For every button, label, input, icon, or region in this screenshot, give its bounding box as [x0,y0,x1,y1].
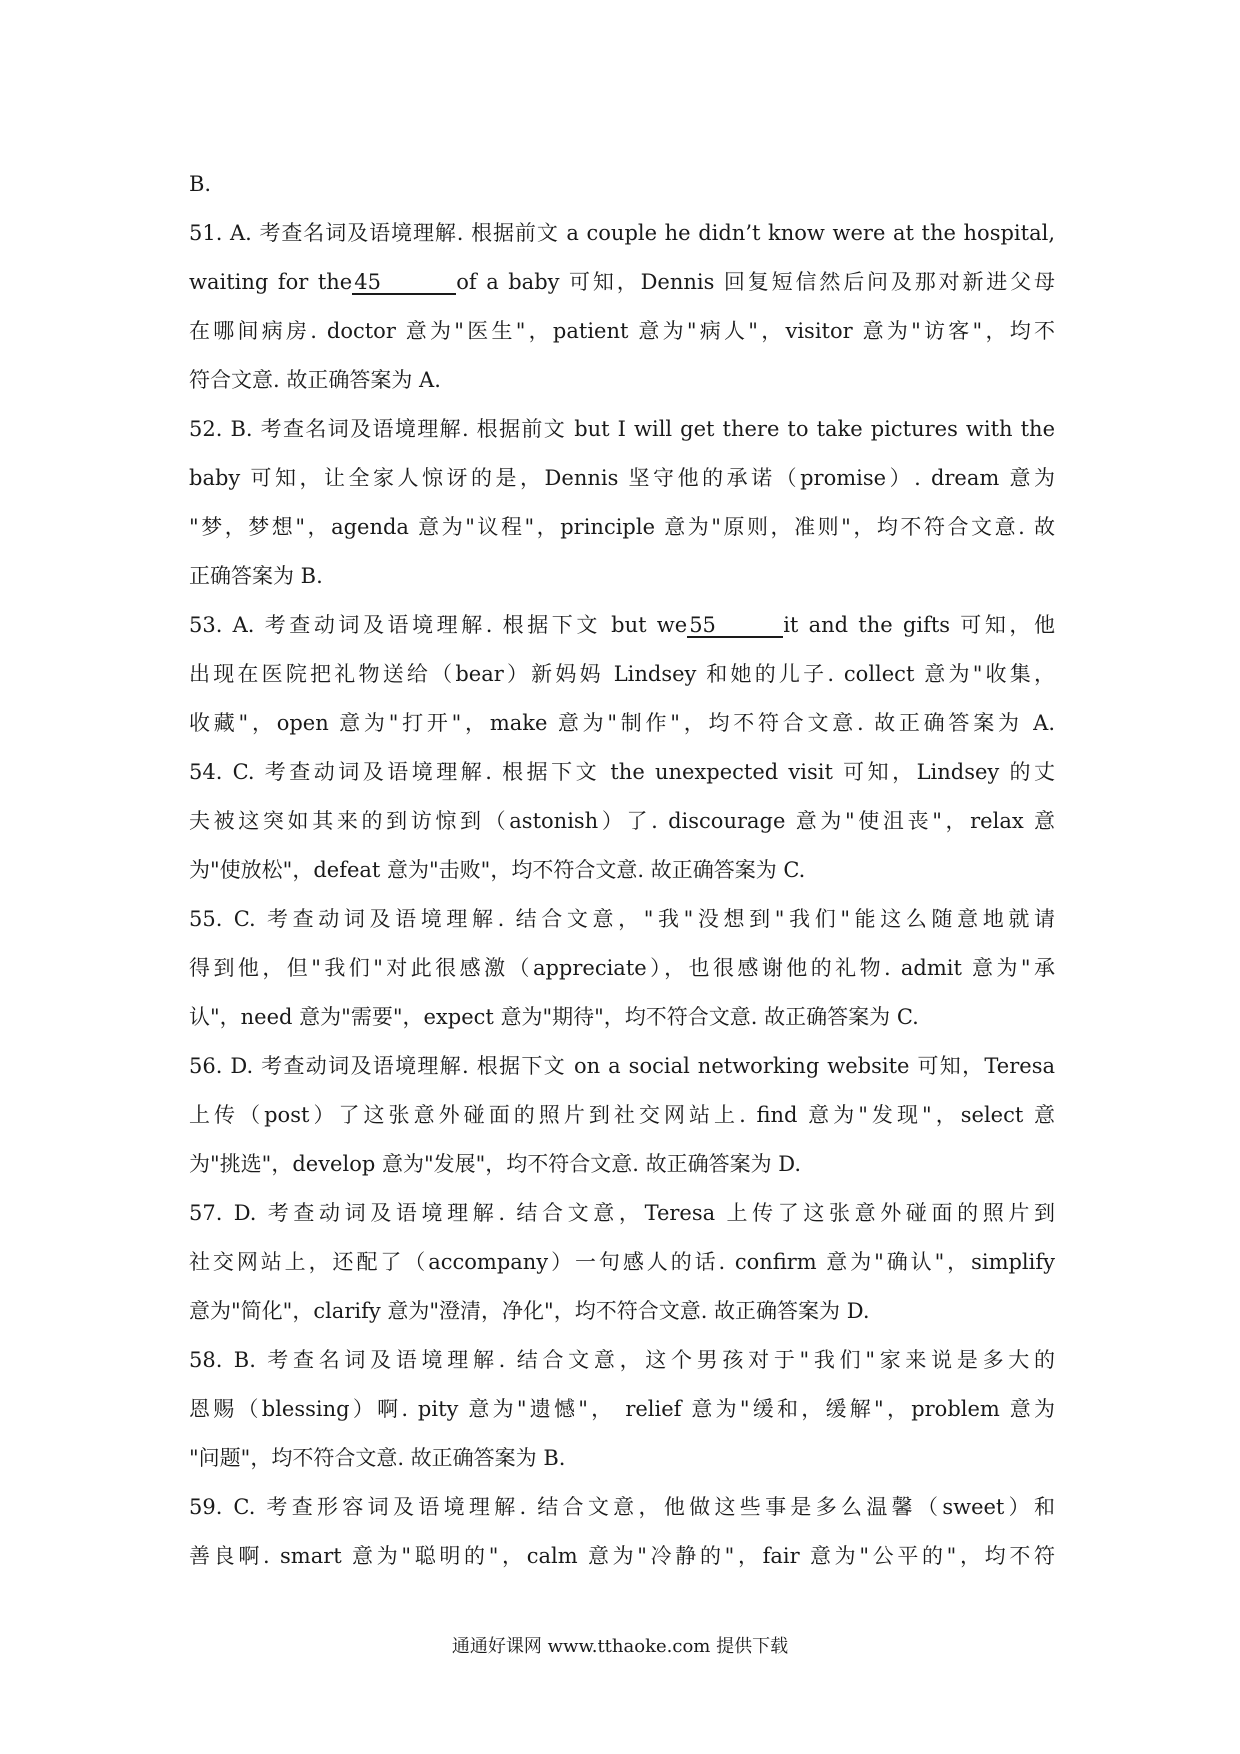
document-body [189,160,1055,1581]
text-line: 52. B. 考查名词及语境理解. 根据前文 but I will get there to take pictures with the [189,417,1055,441]
text-line: baby 可知，让全家人惊讶的是，Dennis 坚守他的承诺（promise）. dream 意为 [189,466,1055,490]
page-footer: 通通好课网 www.tthaoke.com 提供下载 [451,1636,789,1657]
text-line: "梦，梦想"，agenda 意为"议程"，principle 意为"原则，准则"，均不符合文意. 故 [189,515,1055,539]
text-line: 出现在医院把礼物送给（bear）新妈妈 Lindsey 和她的儿子. collect 意为"收集， [189,662,1055,686]
text-line: 收藏"，open 意为"打开"，make 意为"制作"，均不符合文意. 故正确答案为 A. [189,711,1055,735]
text-line: 认"，need 意为"需要"，expect 意为"期待"，均不符合文意. 故正确答案为 C. [189,1005,919,1029]
text-line: 恩赐（blessing）啊. pity 意为"遗憾"， relief 意为"缓和，缓解"，problem 意为 [189,1397,1055,1421]
text-line: 55. C. 考查动词及语境理解. 结合文意，"我"没想到"我们"能这么随意地就请 [189,907,1055,931]
text-line: "问题"，均不符合文意. 故正确答案为 B. [189,1446,566,1470]
text-line: 社交网站上，还配了（accompany）一句感人的话. confirm 意为"确认"，simplify [189,1250,1055,1274]
text-line: 上传（post）了这张意外碰面的照片到社交网站上. find 意为"发现"，select 意 [189,1103,1055,1127]
line-text: waiting for the [189,270,353,294]
fill-blank: 45 [352,271,456,295]
text-line: 54. C. 考查动词及语境理解. 根据下文 the unexpected visit 可知，Lindsey 的丈 [189,760,1055,784]
text-line: 符合文意. 故正确答案为 A. [189,368,441,392]
line-text: it and the gifts 可知，他 [783,613,1055,637]
text-line: B. [189,172,212,196]
text-line: 51. A. 考查名词及语境理解. 根据前文 a couple he didn’t know were at the hospital, [189,221,1055,245]
text-line: 为"挑选"，develop 意为"发展"，均不符合文意. 故正确答案为 D. [189,1152,802,1176]
text-line: 在哪间病房. doctor 意为"医生"，patient 意为"病人"，visitor 意为"访客"，均不 [189,319,1055,343]
fill-blank: 55 [687,614,783,638]
text-line: 意为"简化"，clarify 意为"澄清，净化"，均不符合文意. 故正确答案为 D. [189,1299,870,1323]
text-line-with-blank [189,601,1055,650]
text-line: 得到他，但"我们"对此很感激（appreciate），也很感谢他的礼物. admit 意为"承 [189,956,1055,980]
text-line: 58. B. 考查名词及语境理解. 结合文意，这个男孩对于"我们"家来说是多大的 [189,1348,1055,1372]
text-line: 正确答案为 B. [189,564,323,588]
text-line: 为"使放松"，defeat 意为"击败"，均不符合文意. 故正确答案为 C. [189,858,806,882]
line-text: of a baby 可知，Dennis 回复短信然后问及那对新进父母 [456,270,1056,294]
text-line: 56. D. 考查动词及语境理解. 根据下文 on a social networking website 可知，Teresa [189,1054,1055,1078]
text-line: 57. D. 考查动词及语境理解. 结合文意，Teresa 上传了这张意外碰面的照片到 [189,1201,1055,1225]
text-line: 59. C. 考查形容词及语境理解. 结合文意，他做这些事是多么温馨（sweet）和 [189,1495,1055,1519]
text-line: 夫被这突如其来的到访惊到（astonish）了. discourage 意为"使沮丧"，relax 意 [189,809,1055,833]
line-text: 53. A. 考查动词及语境理解. 根据下文 but we [189,613,688,637]
text-line-with-blank [189,258,1055,307]
text-line: 善良啊. smart 意为"聪明的"，calm 意为"冷静的"，fair 意为"公平的"，均不符 [189,1544,1055,1568]
